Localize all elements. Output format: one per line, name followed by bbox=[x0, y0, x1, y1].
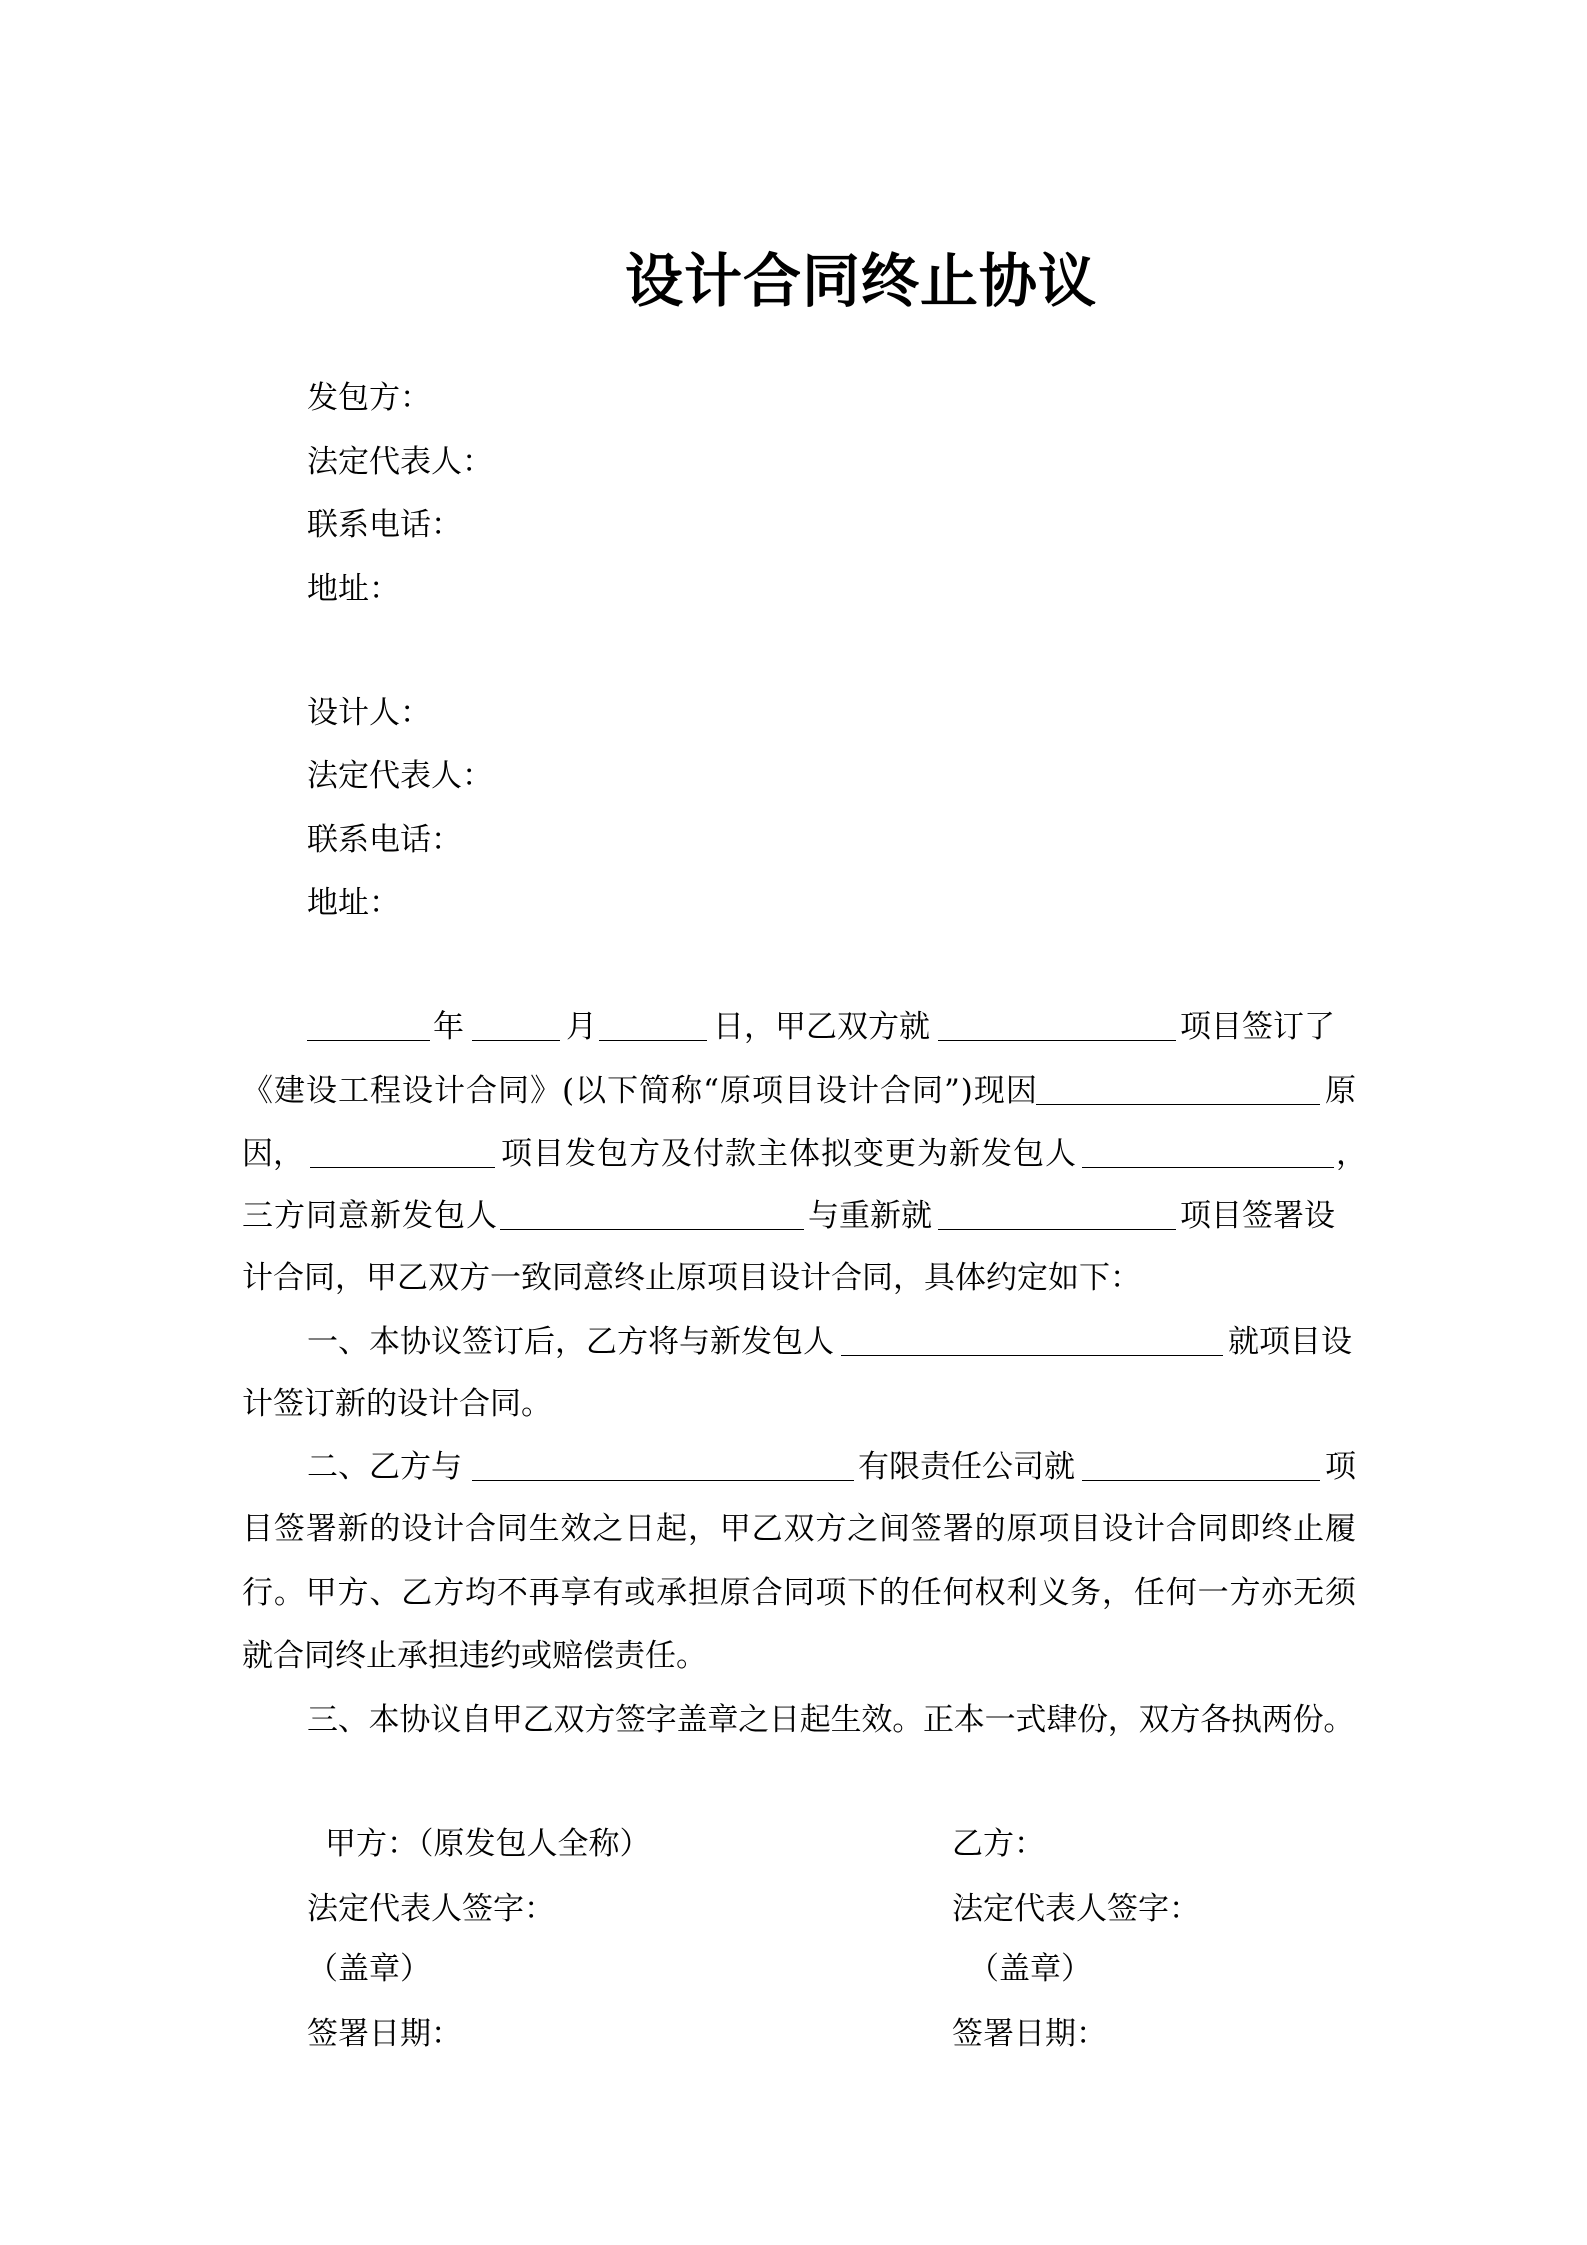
blank-year bbox=[307, 1005, 430, 1041]
clause-1-end-text: 计签订新的设计合同。 bbox=[242, 1386, 552, 1422]
p1-signed-text: 项目签订了 bbox=[1180, 1009, 1335, 1045]
p1-day-text: 日，甲乙双方就 bbox=[713, 1009, 930, 1045]
designer-party-line bbox=[0, 691, 1587, 735]
p1-line3 bbox=[0, 1132, 1587, 1176]
clause-2-text: 二、乙方与 bbox=[307, 1449, 462, 1485]
blank-project-3 bbox=[1082, 1445, 1320, 1481]
clause-1-text: 一、本协议签订后，乙方将与新发包人 bbox=[307, 1324, 834, 1360]
p1-reason-end-text: 因， bbox=[242, 1136, 304, 1172]
p1-line1 bbox=[0, 1005, 1587, 1049]
clause-2-line3-text: 行。甲方、乙方均不再享有或承担原合同项下的任何权利义务，任何一方亦无须 bbox=[242, 1575, 1356, 1611]
p1-line4 bbox=[0, 1194, 1587, 1238]
designer-phone-line bbox=[0, 818, 1587, 862]
employer-rep-label: 法定代表人： bbox=[307, 444, 493, 480]
p1-year-text: 年 bbox=[433, 1009, 464, 1045]
p1-month-text: 月 bbox=[566, 1009, 597, 1045]
clause-1-project-text: 就项目设 bbox=[1228, 1324, 1352, 1360]
blank-project bbox=[310, 1132, 495, 1168]
clause-2-line4-text: 就合同终止承担违约或赔偿责任。 bbox=[242, 1638, 707, 1674]
p1-renew-text: 与重新就 bbox=[808, 1198, 932, 1234]
party-b-date-label: 签署日期： bbox=[952, 2016, 1107, 2052]
p3-line2 bbox=[0, 1507, 1587, 1551]
blank-new-employer bbox=[1082, 1132, 1334, 1168]
p3-line4 bbox=[0, 1634, 1587, 1678]
designer-address-line bbox=[0, 881, 1587, 925]
p1-line2 bbox=[0, 1069, 1587, 1113]
signature-rep-row bbox=[0, 1887, 1587, 1931]
blank-reason bbox=[1036, 1069, 1320, 1105]
p1-line5 bbox=[0, 1256, 1587, 1300]
p1-contract-name-text: 《建设工程设计合同》(以下简称“原项目设计合同”)现因 bbox=[242, 1073, 1038, 1109]
blank-company-name bbox=[472, 1445, 854, 1481]
p1-change-text: 项目发包方及付款主体拟变更为新发包人 bbox=[501, 1136, 1077, 1172]
clause-3-text: 三、本协议自甲乙双方签字盖章之日起生效。正本一式肆份，双方各执两份。 bbox=[307, 1702, 1355, 1738]
p1-agree-text: 三方同意新发包人 bbox=[242, 1198, 498, 1234]
p1-comma-text: ， bbox=[1336, 1136, 1367, 1172]
designer-rep-line bbox=[0, 754, 1587, 798]
party-b-seal-label: （盖章） bbox=[968, 1951, 1092, 1987]
designer-rep-label: 法定代表人： bbox=[307, 758, 493, 794]
blank-project-name bbox=[938, 1005, 1176, 1041]
designer-address-label: 地址： bbox=[307, 885, 400, 921]
blank-new-employer-2 bbox=[500, 1194, 804, 1230]
p4-line1 bbox=[0, 1698, 1587, 1742]
party-b-name-label: 乙方： bbox=[952, 1826, 1045, 1862]
blank-day bbox=[599, 1005, 707, 1041]
blank-month bbox=[472, 1005, 560, 1041]
p2-line2 bbox=[0, 1382, 1587, 1426]
signature-date-row bbox=[0, 2012, 1587, 2056]
party-a-date-label: 签署日期： bbox=[307, 2016, 462, 2052]
p1-reason-text: 原 bbox=[1325, 1073, 1356, 1109]
p2-line1 bbox=[0, 1320, 1587, 1364]
employer-party-line bbox=[0, 376, 1587, 420]
party-a-seal-label: （盖章） bbox=[307, 1951, 431, 1987]
party-a-rep-sign-label: 法定代表人签字： bbox=[307, 1891, 555, 1927]
blank-new-employer-3 bbox=[841, 1320, 1223, 1356]
designer-party-label: 设计人： bbox=[307, 695, 431, 731]
p1-sign-design-text: 项目签署设 bbox=[1180, 1198, 1335, 1234]
party-b-rep-sign-label: 法定代表人签字： bbox=[952, 1891, 1200, 1927]
employer-address-line bbox=[0, 567, 1587, 611]
employer-party-label: 发包方： bbox=[307, 380, 431, 416]
document-title: 设计合同终止协议 bbox=[625, 247, 1098, 315]
p1-conclusion-text: 计合同，甲乙双方一致同意终止原项目设计合同，具体约定如下： bbox=[242, 1260, 1141, 1296]
signature-name-row bbox=[0, 1822, 1587, 1866]
employer-phone-line bbox=[0, 503, 1587, 547]
clause-2-line2-text: 目签署新的设计合同生效之日起，甲乙双方之间签署的原项目设计合同即终止履 bbox=[242, 1511, 1356, 1547]
designer-phone-label: 联系电话： bbox=[307, 822, 462, 858]
clause-2-company-text: 有限责任公司就 bbox=[858, 1449, 1075, 1485]
blank-project-2 bbox=[938, 1194, 1176, 1230]
clause-2-item-text: 项 bbox=[1325, 1449, 1356, 1485]
p3-line1 bbox=[0, 1445, 1587, 1489]
employer-rep-line bbox=[0, 440, 1587, 484]
employer-address-label: 地址： bbox=[307, 571, 400, 607]
p3-line3 bbox=[0, 1571, 1587, 1615]
signature-seal-row bbox=[0, 1947, 1587, 1991]
employer-phone-label: 联系电话： bbox=[307, 507, 462, 543]
party-a-name-label: 甲方：（原发包人全称） bbox=[325, 1826, 651, 1862]
